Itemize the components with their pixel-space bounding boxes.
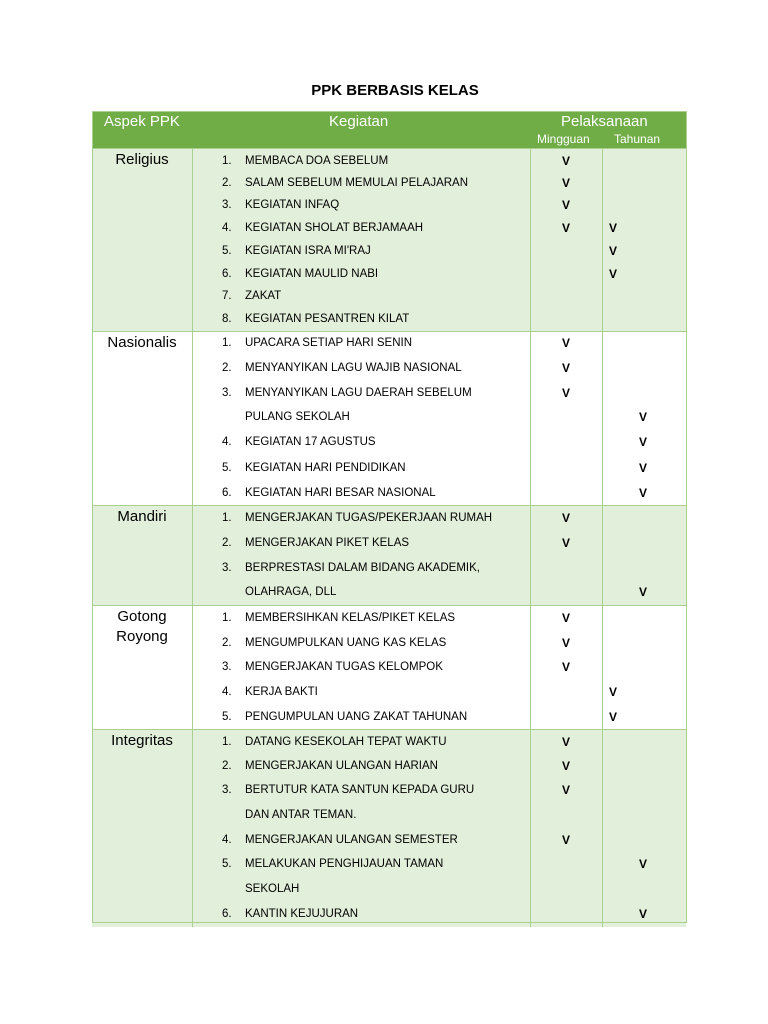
- activity-text: DAN ANTAR TEMAN.: [245, 809, 357, 821]
- activity-number: 8.: [222, 313, 232, 325]
- mingguan-check: V: [562, 176, 571, 190]
- activity-number: 2.: [222, 760, 232, 772]
- aspect-label: [92, 333, 192, 353]
- activity-number: 5.: [222, 462, 232, 474]
- aspect-group: [92, 331, 686, 505]
- activity-text: OLAHRAGA, DLL: [245, 586, 337, 598]
- mingguan-check: V: [562, 361, 571, 375]
- mingguan-check: V: [562, 833, 571, 847]
- column-divider: [192, 332, 193, 505]
- activity-text: MENGERJAKAN TUGAS/PEKERJAAN RUMAH: [245, 512, 493, 524]
- mingguan-check: V: [562, 660, 571, 674]
- column-divider: [192, 606, 193, 729]
- column-divider: [530, 730, 531, 927]
- activity-text: BERPRESTASI DALAM BIDANG AKADEMIK,: [245, 562, 480, 574]
- ppk-table: [92, 111, 686, 927]
- aspect-group: [92, 605, 686, 729]
- activity-number: 5.: [222, 245, 232, 257]
- aspect-group: [92, 148, 686, 331]
- mingguan-check: V: [562, 783, 571, 797]
- activity-number: 1.: [222, 736, 232, 748]
- activity-text: MENGERJAKAN ULANGAN SEMESTER: [245, 834, 458, 846]
- activity-number: 5.: [222, 711, 232, 723]
- header-mingguan: Mingguan: [537, 132, 590, 146]
- tahunan-check: V: [639, 585, 648, 599]
- activity-text: KEGIATAN 17 AGUSTUS: [245, 436, 376, 448]
- activity-number: 3.: [222, 387, 232, 399]
- header-kegiatan: Kegiatan: [329, 113, 389, 130]
- activity-number: 1.: [222, 512, 232, 524]
- activity-text: BERTUTUR KATA SANTUN KEPADA GURU: [245, 784, 475, 796]
- column-divider: [192, 506, 193, 605]
- page-title: PPK BERBASIS KELAS: [311, 82, 479, 99]
- activity-text: MELAKUKAN PENGHIJAUAN TAMAN: [245, 858, 444, 870]
- activity-text: DATANG KESEKOLAH TEPAT WAKTU: [245, 736, 447, 748]
- activity-text: KEGIATAN PESANTREN KILAT: [245, 313, 410, 325]
- activity-number: 4.: [222, 686, 232, 698]
- tahunan-check: V: [639, 857, 648, 871]
- column-divider: [602, 506, 603, 605]
- activity-number: 2.: [222, 537, 232, 549]
- column-divider: [530, 606, 531, 729]
- activity-text: MEMBERSIHKAN KELAS/PIKET KELAS: [245, 612, 456, 624]
- header-tahunan: Tahunan: [614, 132, 661, 146]
- activity-number: 1.: [222, 337, 232, 349]
- mingguan-check: V: [562, 198, 571, 212]
- table-body: [92, 148, 686, 927]
- tahunan-check: V: [609, 685, 618, 699]
- activity-text: MENGUMPULKAN UANG KAS KELAS: [245, 637, 447, 649]
- mingguan-check: V: [562, 759, 571, 773]
- activity-text: UPACARA SETIAP HARI SENIN: [245, 337, 413, 349]
- activity-number: 1.: [222, 155, 232, 167]
- column-divider: [192, 149, 193, 331]
- activity-text: MENGERJAKAN ULANGAN HARIAN: [245, 760, 438, 772]
- tahunan-check: V: [639, 461, 648, 475]
- aspect-label-line: Religius: [115, 151, 169, 168]
- aspect-label: [92, 507, 192, 527]
- aspect-label: [92, 607, 192, 647]
- mingguan-check: V: [562, 154, 571, 168]
- table-header: [92, 111, 686, 148]
- aspect-label-line: Mandiri: [117, 508, 167, 525]
- activity-number: 1.: [222, 612, 232, 624]
- activity-text: KEGIATAN MAULID NABI: [245, 268, 379, 280]
- activity-text: KEGIATAN ISRA MI'RAJ: [245, 245, 371, 257]
- activity-text: SALAM SEBELUM MEMULAI PELAJARAN: [245, 177, 469, 189]
- activity-text: PENGUMPULAN UANG ZAKAT TAHUNAN: [245, 711, 468, 723]
- column-divider: [530, 506, 531, 605]
- mingguan-check: V: [562, 536, 571, 550]
- activity-text: PULANG SEKOLAH: [245, 411, 350, 423]
- mingguan-check: V: [562, 221, 571, 235]
- activity-text: KANTIN KEJUJURAN: [245, 908, 359, 920]
- activity-number: 3.: [222, 661, 232, 673]
- tahunan-check: V: [609, 710, 618, 724]
- activity-number: 2.: [222, 637, 232, 649]
- activity-number: 4.: [222, 222, 232, 234]
- tahunan-check: V: [639, 410, 648, 424]
- tahunan-check: V: [609, 221, 618, 235]
- activity-number: 6.: [222, 487, 232, 499]
- activity-number: 2.: [222, 177, 232, 189]
- mingguan-check: V: [562, 735, 571, 749]
- mingguan-check: V: [562, 611, 571, 625]
- activity-text: MEMBACA DOA SEBELUM: [245, 155, 389, 167]
- activity-number: 3.: [222, 199, 232, 211]
- aspect-label-line: Royong: [116, 628, 168, 645]
- mingguan-check: V: [562, 636, 571, 650]
- activity-number: 4.: [222, 436, 232, 448]
- activity-text: KEGIATAN SHOLAT BERJAMAAH: [245, 222, 424, 234]
- activity-text: MENYANYIKAN LAGU DAERAH SEBELUM: [245, 387, 472, 399]
- mingguan-check: V: [562, 386, 571, 400]
- activity-number: 4.: [222, 834, 232, 846]
- header-aspek: Aspek PPK: [104, 113, 180, 130]
- activity-text: MENGERJAKAN PIKET KELAS: [245, 537, 410, 549]
- column-divider: [602, 730, 603, 927]
- activity-number: 3.: [222, 784, 232, 796]
- activity-number: 5.: [222, 858, 232, 870]
- mingguan-check: V: [562, 336, 571, 350]
- activity-text: MENGERJAKAN TUGAS KELOMPOK: [245, 661, 443, 673]
- tahunan-check: V: [609, 244, 618, 258]
- activity-text: KEGIATAN INFAQ: [245, 199, 340, 211]
- column-divider: [602, 332, 603, 505]
- aspect-label-line: Nasionalis: [107, 334, 177, 351]
- tahunan-check: V: [639, 435, 648, 449]
- activity-number: 2.: [222, 362, 232, 374]
- activity-text: MENYANYIKAN LAGU WAJIB NASIONAL: [245, 362, 462, 374]
- activity-text: ZAKAT: [245, 290, 282, 302]
- tahunan-check: V: [639, 907, 648, 921]
- column-divider: [530, 332, 531, 505]
- activity-text: KEGIATAN HARI BESAR NASIONAL: [245, 487, 436, 499]
- activity-number: 7.: [222, 290, 232, 302]
- column-divider: [602, 606, 603, 729]
- column-divider: [530, 149, 531, 331]
- tahunan-check: V: [639, 486, 648, 500]
- aspect-group: [92, 505, 686, 605]
- activity-text: KERJA BAKTI: [245, 686, 318, 698]
- aspect-label: [92, 731, 192, 751]
- activity-number: 3.: [222, 562, 232, 574]
- activity-text: KEGIATAN HARI PENDIDIKAN: [245, 462, 406, 474]
- aspect-label: [92, 150, 192, 170]
- aspect-group: [92, 729, 686, 927]
- activity-number: 6.: [222, 268, 232, 280]
- tahunan-check: V: [609, 267, 618, 281]
- column-divider: [192, 730, 193, 927]
- column-divider: [602, 149, 603, 331]
- aspect-label-line: Gotong: [117, 608, 167, 625]
- activity-number: 6.: [222, 908, 232, 920]
- header-pelaksanaan: Pelaksanaan: [561, 113, 648, 130]
- aspect-label-line: Integritas: [111, 732, 173, 749]
- activity-text: SEKOLAH: [245, 883, 300, 895]
- mingguan-check: V: [562, 511, 571, 525]
